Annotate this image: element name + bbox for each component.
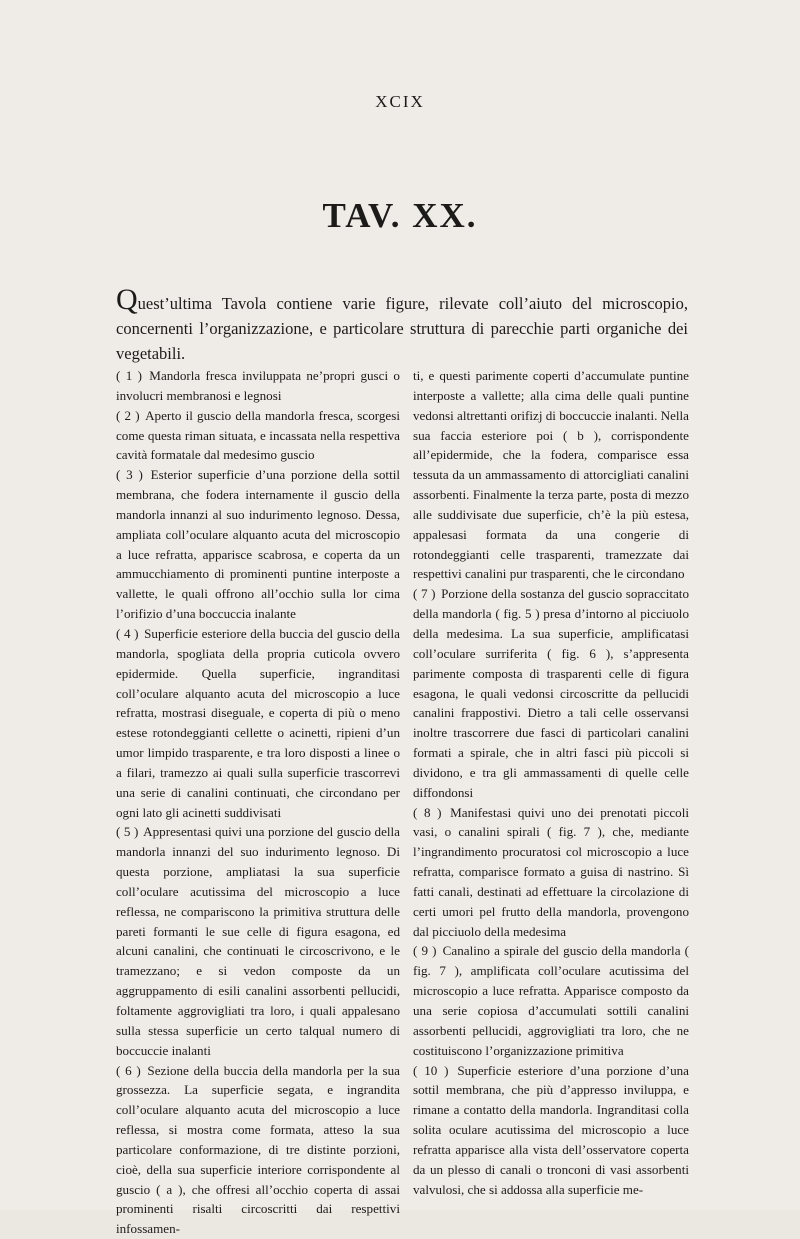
right-column	[413, 366, 689, 1199]
plate-title: TAV. XX.	[322, 196, 478, 235]
left-column	[116, 366, 400, 1239]
figure-number: ( 2 )	[116, 407, 140, 423]
figure-description: Superficie esteriore della buccia del guscio della mandorla, spogliata della propria cuticola ovvero epidermide. Quella superficie, ingranditasi coll’oculare alquanto acuta del microscopio a luce refratta, mostrasi diseguale, e coperta di più o meno estese rotondeggianti cellette o acinetti, ripieni d’un umor limpido trasparente, e tra loro disposti a linee o a filari, tramezzo ai quali sulla superficie trascorrevi una serie di canalini continuati, che circondano per ogni lato gli acinetti suddivisati	[116, 625, 400, 820]
figure-description: Superficie esteriore d’una porzione d’una sottil membrana, che più d’appresso inviluppa, e rimane a contatto della mandorla. Ingranditasi colla solita oculare acutissima del microscopio a luce refratta apparisce alla vista dell’osservatore coperta da un plesso di canali o tronconi di vasi assorbenti valvulosi, che si addossa alla superficie me-	[413, 1062, 689, 1197]
figure-entry	[116, 822, 400, 1060]
figure-entry	[413, 1061, 689, 1200]
figure-number: ( 5 )	[116, 824, 139, 840]
page-number: XCIX	[375, 92, 425, 111]
figure-description: Mandorla fresca inviluppata ne’propri gusci o involucri membranosi e legnosi	[116, 368, 400, 403]
figure-entry	[413, 584, 689, 802]
figure-number: ( 3 )	[116, 467, 143, 483]
figure-number: ( 6 )	[116, 1062, 141, 1078]
figure-entry	[116, 465, 400, 624]
intro-paragraph	[116, 283, 688, 366]
figure-number: ( 4 )	[116, 625, 139, 641]
figure-entry	[413, 941, 689, 1060]
figure-entry	[116, 366, 400, 406]
figure-entry-continued	[413, 366, 689, 584]
figure-number: ( 10 )	[413, 1062, 449, 1078]
figure-description: Porzione della sostanza del guscio sopraccitato della mandorla ( fig. 5 ) presa d’intorno al picciuolo della medesima. La sua superficie, amplificatasi coll’oculare surriferita ( fig. 6 ), s’appresenta parimente composta di trasparenti celle di figura esagona, le quali vedonsi circoscritte da pellucidi canalini frappostivi. Dietro a tali celle osservansi inoltre trascorrere due fasci di particolari canalini formati a spirale, che in altri fasci più piccoli si dividono, e tra gli ammassamenti di quelle celle diffondonsi	[413, 586, 689, 800]
figure-number: ( 8 )	[413, 804, 442, 820]
figure-description: Canalino a spirale del guscio della mandorla ( fig. 7 ), amplificata coll’oculare acutissima del microscopio a luce refratta. Apparisce composto da una serie copiosa d’accumulati sottili canalini assorbenti pellucidi, aggrovigliati tra loro, che ne costituiscono l’organizzazione primitiva	[413, 943, 689, 1058]
figure-entry	[116, 624, 400, 822]
figure-entry	[413, 803, 689, 942]
figure-entry	[116, 1061, 400, 1239]
intro-text: uest’ultima Tavola contiene varie figure, rilevate coll’aiuto del microscopio, concernenti l’organizzazione, e particolare struttura di parecchie parti organiche dei vegetabili.	[116, 294, 688, 363]
figure-description: Manifestasi quivi uno dei prenotati piccoli vasi, o canalini spirali ( fig. 7 ), che, mediante l’ingrandimento procuratosi col microscopio a luce refratta, comparisce formato a guisa di nastrino. Sì fatti canali, destinati ad effettuare la circolazione di certi umori pel frutto della mandorla, provengono dal picciuolo della medesima	[413, 804, 689, 939]
drop-cap: Q	[116, 283, 138, 316]
figure-number: ( 7 )	[413, 586, 436, 602]
figure-description: Appresentasi quivi una porzione del guscio della mandorla innanzi del suo indurimento legnoso. Di questa porzione, ampliatasi la sua superficie coll’oculare acutissima del microscopio a luce reflessa, ne compariscono la primitiva struttura delle pareti formanti le sue celle di figura esagona, ed alcuni canalini, che continuati le circoscrivono, e le tramezzano; e si vedon composte da un aggruppamento di esili canalini assorbenti pellucidi, foltamente aggrovigliati tra loro, i quali appalesano sulla stessa superficie un certo talqual numero di boccuccie inalanti	[116, 824, 400, 1058]
figure-entry	[116, 406, 400, 466]
figure-description: Aperto il guscio della mandorla fresca, scorgesi come questa riman situata, e incassata nella respettiva cavità formatale dal medesimo guscio	[116, 407, 400, 463]
figure-description: Sezione della buccia della mandorla per la sua grossezza. La superficie segata, e ingrandita coll’oculare alquanto acuta del microscopio a luce reflessa, si mostra come formata, atteso la sua particolare conformazione, di tre distinte porzioni, cioè, della sua superficie interiore corrispondente al guscio ( a ), che offresi all’occhio coperta di assai prominenti risalti circoscritti dai respettivi infossamen-	[116, 1062, 400, 1237]
figure-number: ( 1 )	[116, 368, 142, 383]
figure-number: ( 9 )	[413, 943, 437, 959]
figure-description: Esterior superficie d’una porzione della sottil membrana, che fodera internamente il guscio della mandorla innanzi al suo indurimento legnoso. Dessa, ampliata coll’oculare alquanto acuta del microscopio a luce refratta, apparisce scabrosa, e coperta da un ammucchiamento di prominenti puntine interposte a vallette, le quali offrono all’occhio sulla lor cima l’orifizio d’una boccuccia inalante	[116, 467, 400, 622]
figure-description: ti, e questi parimente coperti d’accumulate puntine interposte a vallette; alla cima delle quali puntine vedonsi altrettanti orifizj di boccuccie inalanti. Nella sua faccia esteriore poi ( b ), corrispondente all’epidermide, che la fodera, comparisce essa tessuta da un ammassamento di attorcigliati canalini assorbenti. Finalmente la terza parte, posta di mezzo alle suddivisate due superficie, ch’è la più estesa, appalesasi formata da una congerie di rotondeggianti celle trasparenti, tramezzate dai respettivi canalini pur trasparenti, che le circondano	[413, 368, 689, 582]
